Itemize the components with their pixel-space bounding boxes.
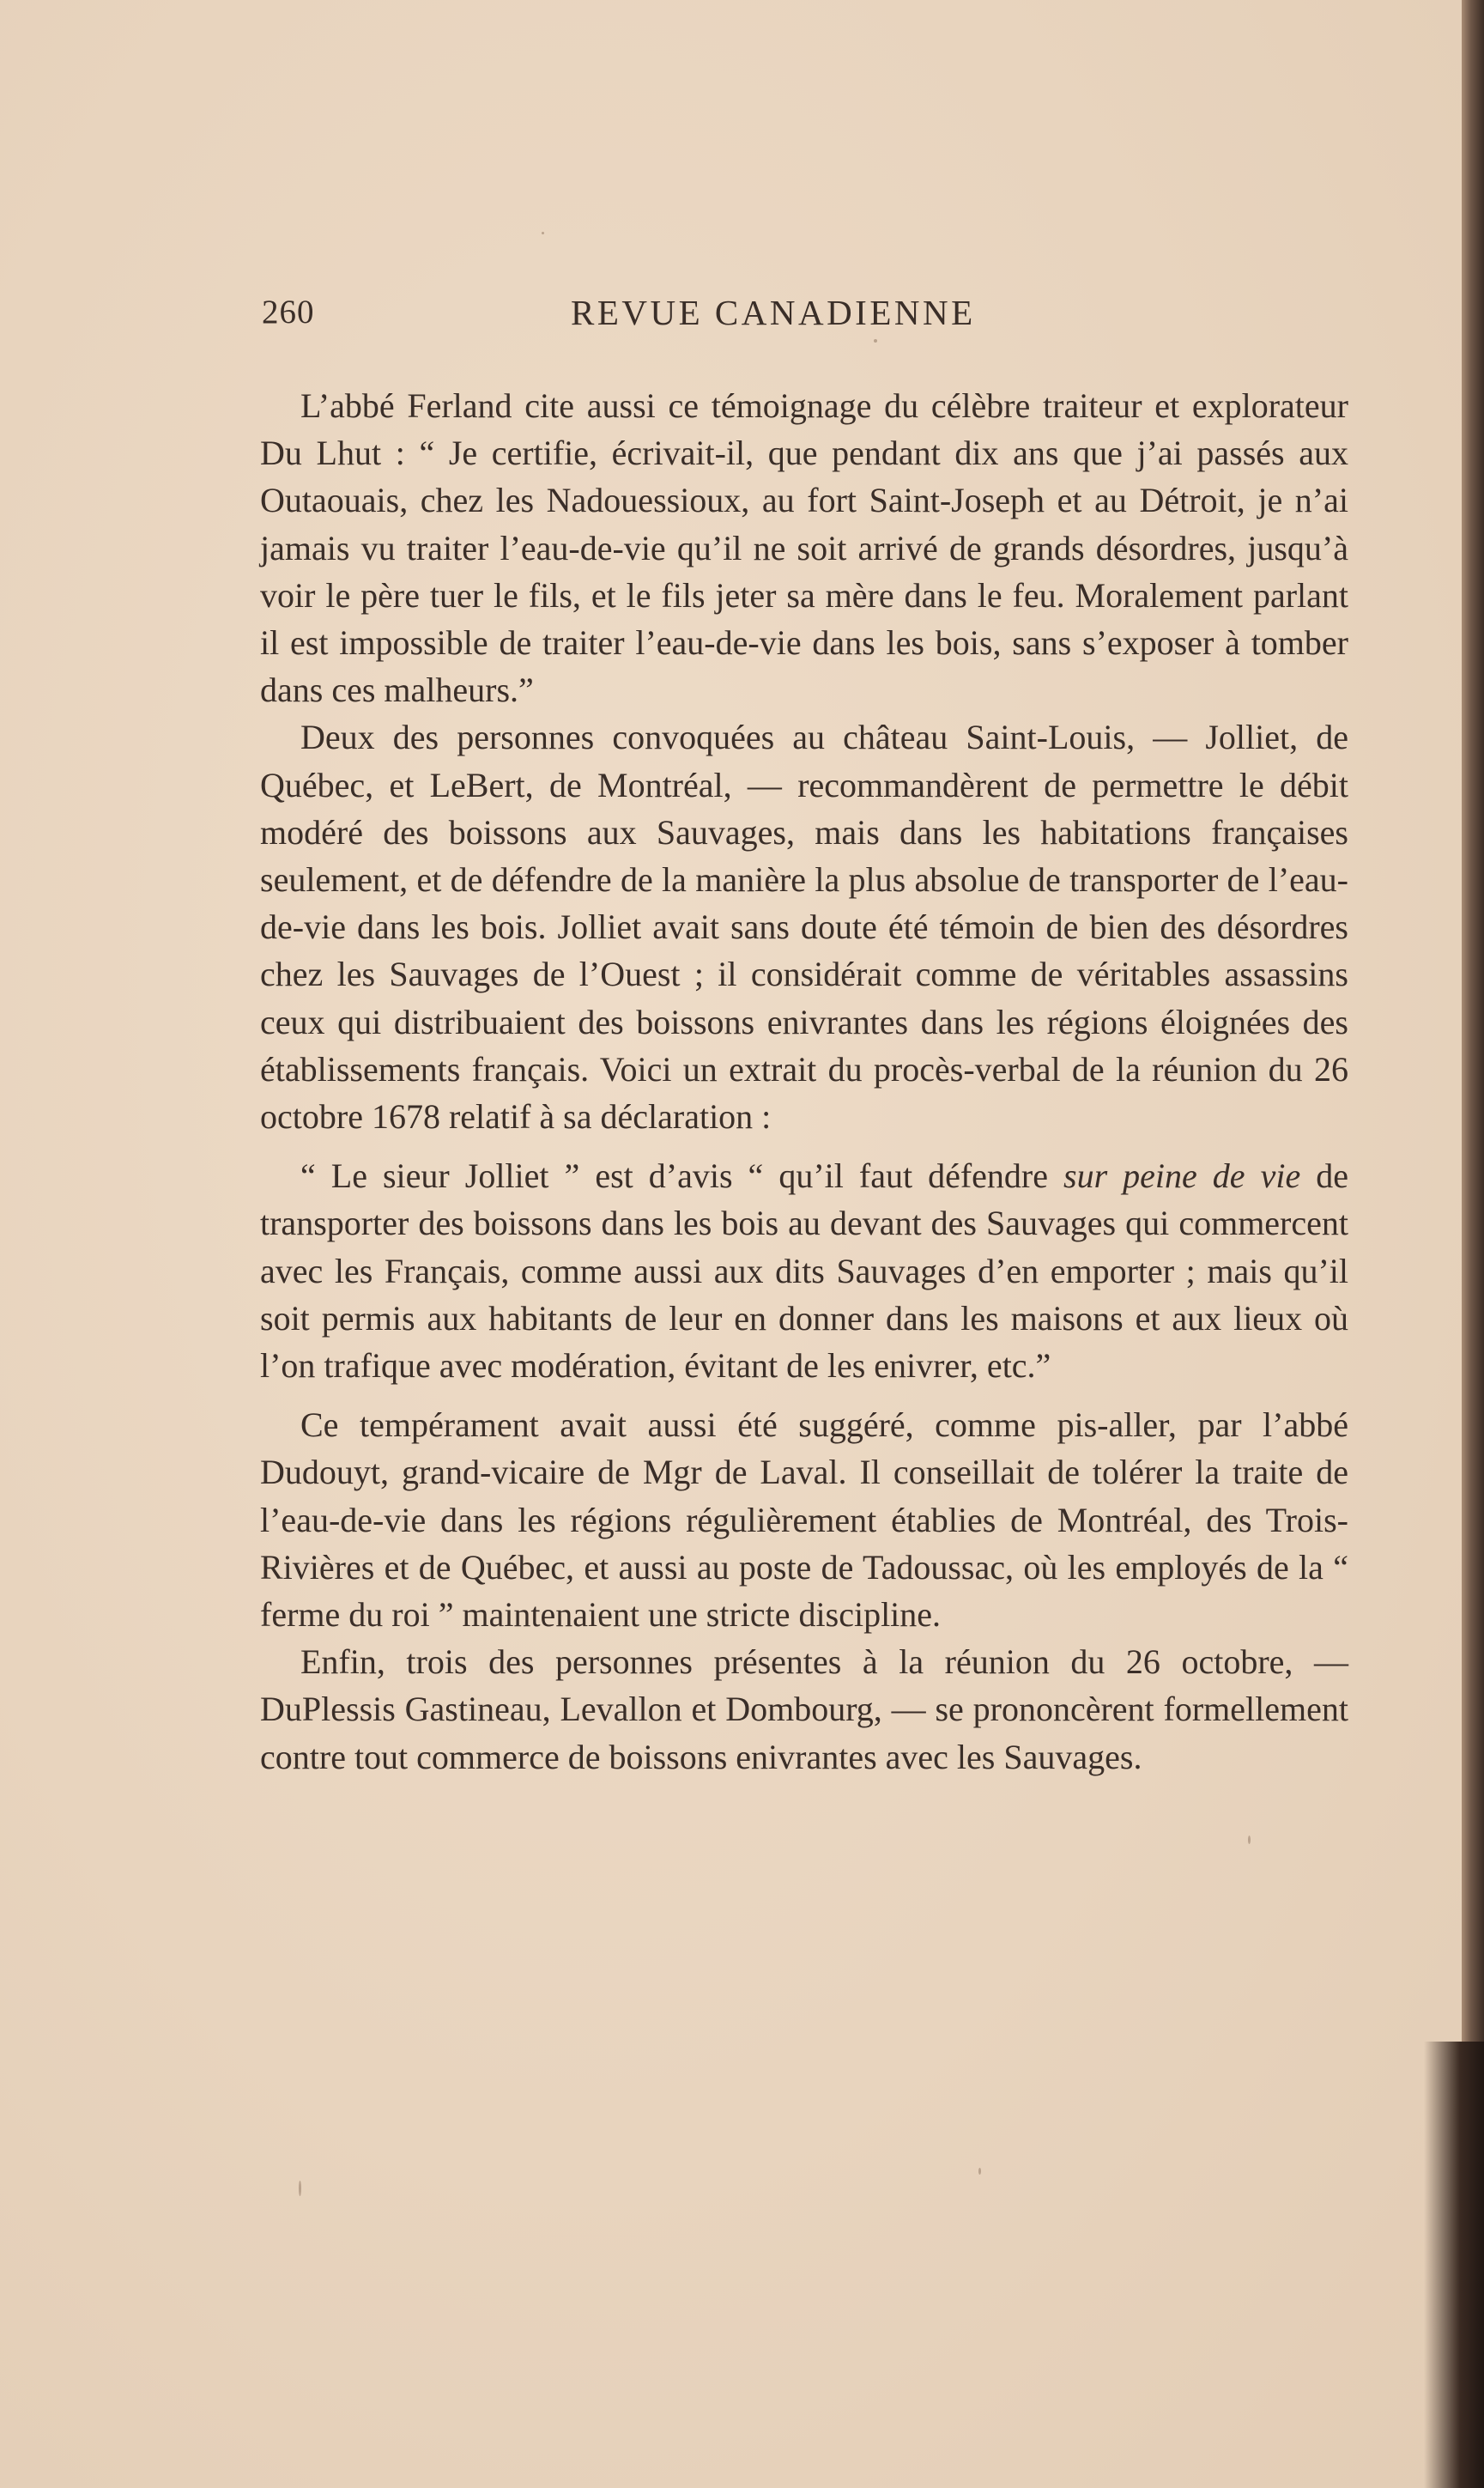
quote-emphasis: sur peine de vie <box>1063 1156 1301 1196</box>
body-text <box>260 382 1348 1781</box>
paragraph: Deux des personnes convoquées au château Saint-Louis, — Jolliet, de Québec, et LeBert, de Montréal, — recommandèrent de permettre le débit modéré des boissons aux Sauvages, mais dans les habitations françaises seulement, et de défendre de la manière la plus absolue de transporter de l’eau-de-vie dans les bois. Jolliet avait sans doute été témoin de bien des désordres chez les Sauvages de l’Ouest ; il considérait comme de véritables assassins ceux qui distribuaient des boissons enivrantes dans les régions éloignées des établissements français. Voici un extrait du procès-verbal de la réunion du 26 octobre 1678 relatif à sa déclaration : <box>260 718 1348 1137</box>
running-title: REVUE CANADIENNE <box>571 293 976 332</box>
paper-speck <box>978 2168 981 2175</box>
paper-speck <box>299 2181 301 2196</box>
paper-speck <box>874 339 877 343</box>
page-header <box>262 292 1043 333</box>
page-number: 260 <box>262 294 315 331</box>
binding-shadow <box>1424 2042 1484 2488</box>
paragraph: Enfin, trois des personnes présentes à la réunion du 26 octobre, — DuPlessis Gastineau, Levallon et Dombourg, — se prononcèrent formellement contre tout commerce de boissons enivrantes avec les Sauvages. <box>260 1642 1348 1776</box>
quote-text: de transporter des boissons dans les bois au devant des Sauvages qui commercent avec les Français, comme aussi aux dits Sauvages d’en emporter ; mais qu’il soit permis aux habitants de leur en donner dans les maisons et aux lieux où l’on trafique avec modération, évitant de les enivrer, etc.” <box>260 1156 1348 1386</box>
paper-speck <box>542 232 544 234</box>
quote-text: “ Le sieur Jolliet ” est d’avis “ qu’il faut défendre <box>300 1156 1064 1196</box>
paragraph: L’abbé Ferland cite aussi ce témoignage du célèbre traiteur et explorateur Du Lhut : “ Je certifie, écrivait-il, que pendant dix ans que j’ai passés aux Outaouais, chez les Nadouessioux, au fort Saint-Joseph et au Détroit, je n’ai jamais vu traiter l’eau-de-vie qu’il ne soit arrivé de grands désordres, jusqu’à voir le père tuer le fils, et le fils jeter sa mère dans le feu. Moralement parlant il est impossible de traiter l’eau-de-vie dans les bois, sans s’exposer à tomber dans ces malheurs.” <box>260 386 1348 710</box>
paper-speck <box>1248 1836 1251 1844</box>
quoted-paragraph <box>260 1152 1348 1389</box>
paragraph: Ce tempérament avait aussi été suggéré, comme pis-aller, par l’abbé Dudouyt, grand-vicaire de Mgr de Laval. Il conseillait de tolérer la traite de l’eau-de-vie dans les régions régulièrement établies de Montréal, des Trois-Rivières et de Québec, et aussi au poste de Tadoussac, où les employés de la “ ferme du roi ” maintenaient une stricte discipline. <box>260 1405 1348 1635</box>
